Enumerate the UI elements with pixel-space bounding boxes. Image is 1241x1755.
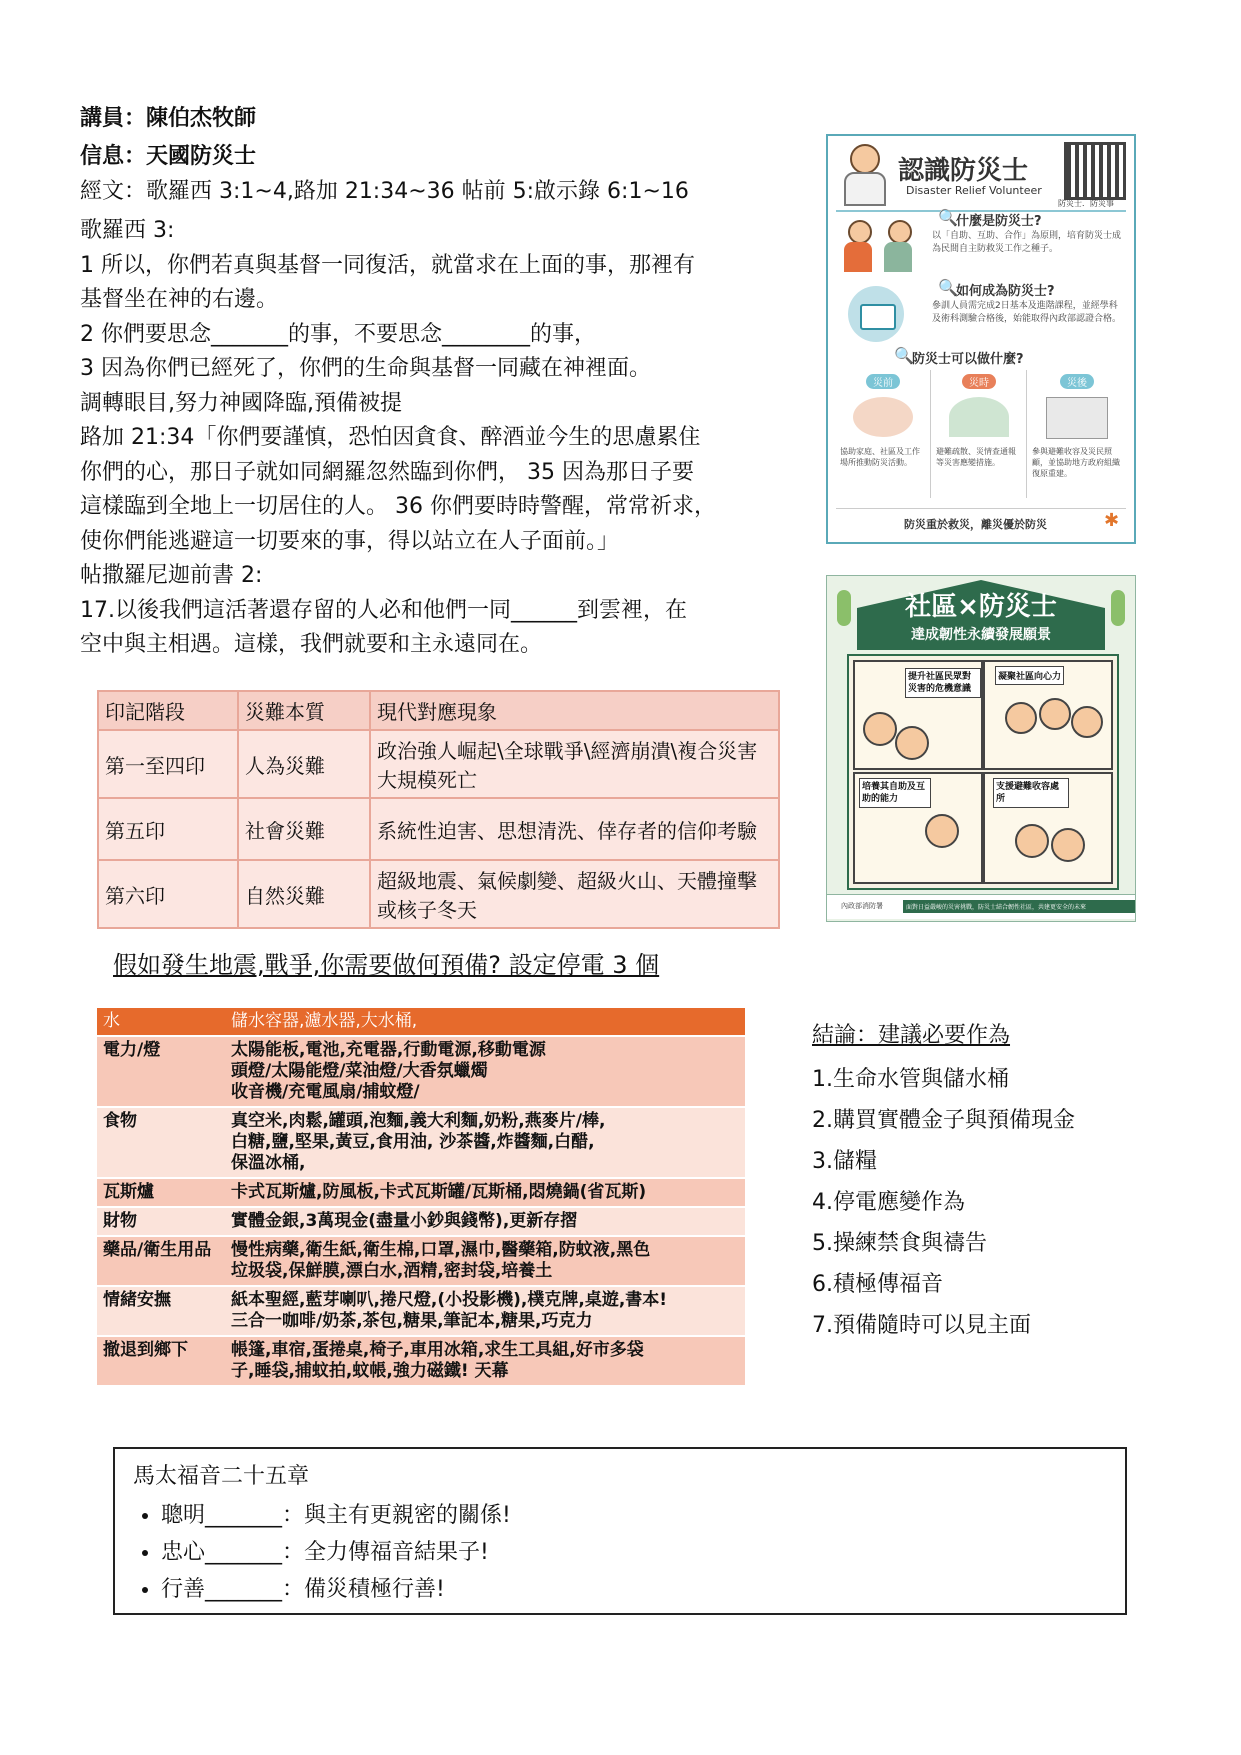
person-illustration — [895, 726, 929, 760]
person-illustration — [1039, 698, 1071, 730]
prep-item-line: 帳篷,車宿,蛋捲桌,椅子,車用冰箱,求生工具組,好市多袋 — [231, 1340, 644, 1360]
matthew-box — [113, 1447, 1127, 1615]
prep-category: 撤退到鄉下 — [97, 1336, 225, 1386]
prep-item-line: 白糖,鹽,堅果,黃豆,食用油, 沙茶醬,炸醬麵,白醋, — [231, 1132, 595, 1152]
body-line: 空中與主相遇。這樣，我們就要和主永遠同在。 — [80, 632, 543, 657]
seal-header-stage: 印記階段 — [98, 691, 238, 730]
panel — [853, 772, 983, 884]
prep-item-line: 三合一咖啡/奶茶,茶包,糖果,筆記本,糖果,巧克力 — [231, 1311, 593, 1331]
body-line: 1 所以，你們若真與基督一同復活，就當求在上面的事，那裡有 — [80, 252, 695, 278]
poster1-footer: 防災重於救災，離災優於防災 — [904, 518, 1047, 531]
conclusion — [812, 1018, 1075, 1346]
prep-item-line: 卡式瓦斯爐,防風板,卡式瓦斯罐/瓦斯桶,悶燒鍋(省瓦斯) — [231, 1182, 647, 1202]
person-illustration — [863, 712, 897, 746]
body-line: 17.以後我們這活著還存留的人必和他們一同______到雲裡，在 — [80, 597, 687, 623]
prep-row — [97, 1286, 745, 1336]
star-logo-icon: ✱ — [1104, 510, 1120, 531]
scripture-line: 經文：歌羅西 3:1~4,路加 21:34~36 帖前 5:啟示錄 6:1~16 — [80, 179, 689, 204]
prep-item-line: 垃圾袋,保鮮膜,漂白水,酒精,密封袋,培養土 — [231, 1261, 553, 1281]
conclusion-item: 6.積極傳福音 — [812, 1272, 943, 1297]
seal-table-header — [98, 691, 779, 730]
prep-row — [97, 1236, 745, 1286]
poster2-footer-right: 面對日益嚴峻的災害挑戰，防災士結合韌性社區，共建更安全的未來 — [903, 900, 1135, 913]
prep-item-line: 紙本聖經,藍芽喇叭,捲尺燈,(小投影機),樸克牌,桌遊,書本! — [231, 1290, 668, 1310]
matthew-list — [133, 1497, 511, 1608]
panel-caption: 培養其自助及互助的能力 — [859, 778, 931, 808]
body-line: 這樣臨到全地上一切居住的人。 36 你們要時時警醒，常常祈求， — [80, 494, 716, 519]
prep-item-line: 頭燈/太陽能燈/菜油燈/大香氛蠟燭 — [231, 1061, 488, 1081]
phase-column — [836, 370, 931, 498]
seal-row — [98, 798, 779, 860]
seal-cell: 系統性迫害、思想清洗、倖存者的信仰考驗 — [370, 798, 779, 860]
person-illustration — [1005, 702, 1037, 734]
volunteers-illustration — [842, 218, 922, 278]
poster1-q1: 什麼是防災士? — [956, 214, 1042, 229]
id-card-icon — [848, 286, 904, 342]
prep-item-line: 儲水容器,濾水器,大水桶, — [231, 1011, 418, 1031]
prep-category: 食物 — [97, 1107, 225, 1178]
seal-cell: 社會災難 — [238, 798, 370, 860]
body-line: 帖撒羅尼迦前書 2: — [80, 563, 263, 588]
conclusion-list — [812, 1059, 1075, 1346]
seal-cell: 自然災難 — [238, 860, 370, 928]
prep-item-line: 慢性病藥,衛生紙,衛生棉,口罩,濕巾,醫藥箱,防蚊液,黑色 — [231, 1240, 651, 1260]
conclusion-item: 3.儲糧 — [812, 1149, 877, 1174]
poster2-subtitle: 達成韌性永續發展願景 — [911, 627, 1051, 643]
conclusion-item: 5.操練禁食與禱告 — [812, 1231, 987, 1256]
seal-cell: 超級地震、氣候劇變、超級火山、天體撞擊或核子冬天 — [370, 860, 779, 928]
phase-label: 災後 — [1060, 374, 1094, 389]
poster1-a1: 以「自助、互助、合作」為原則，培育防災士成為民間自主防救災工作之種子。 — [932, 231, 1122, 254]
body-line: 基督坐在神的右邊。 — [80, 287, 279, 312]
qr-code — [1064, 142, 1126, 200]
panel-caption: 提升社區民眾對災害的危機意識 — [905, 668, 981, 698]
poster2-footer — [827, 894, 1135, 919]
phase-desc: 避難疏散、災情查通報等災害應變措施。 — [936, 447, 1016, 467]
speaker-line: 講員：陳伯杰牧師 — [80, 106, 257, 131]
message-line: 信息：天國防災士 — [80, 144, 257, 169]
prep-items — [225, 1336, 745, 1386]
prep-row — [97, 1178, 745, 1207]
prep-item-line: 真空米,肉鬆,罐頭,泡麵,義大利麵,奶粉,燕麥片/棒, — [231, 1111, 606, 1131]
poster2-footer-left: 內政部消防署 — [841, 902, 883, 910]
conclusion-item: 1.生命水管與儲水桶 — [812, 1067, 1009, 1092]
prep-table — [97, 1008, 745, 1387]
body-line: 調轉眼目,努力神國降臨,預備被提 — [80, 390, 402, 416]
poster1-a2: 參訓人員需完成2日基本及進階課程，並經學科及術科測驗合格後，始能取得內政部認證合格。 — [932, 301, 1122, 324]
prep-items — [225, 1107, 745, 1178]
person-illustration — [925, 814, 959, 848]
phase-desc: 參與避難收容及災民照顧，並協助地方政府組織復原重建。 — [1032, 447, 1120, 478]
body-line: 3 因為你們已經死了，你們的生命與基督一同藏在神裡面。 — [80, 356, 651, 381]
phase-illustration — [853, 397, 913, 437]
prep-items — [225, 1008, 745, 1036]
prep-category: 瓦斯爐 — [97, 1178, 225, 1207]
matthew-item: • 聰明_______：與主有更親密的關係! — [161, 1497, 511, 1534]
search-icon: 🔍 — [938, 208, 958, 227]
body-line: 歌羅西 3: — [80, 218, 175, 243]
prep-items — [225, 1178, 745, 1207]
body-line: 2 你們要思念_______的事，不要思念________的事， — [80, 321, 596, 347]
person-illustration — [1051, 828, 1085, 862]
prep-row — [97, 1207, 745, 1236]
seal-header-modern: 現代對應現象 — [370, 691, 779, 730]
prep-category: 電力/燈 — [97, 1036, 225, 1107]
prep-row — [97, 1008, 745, 1036]
conclusion-item: 4.停電應變作為 — [812, 1190, 965, 1215]
poster1-q2: 如何成為防災士? — [956, 284, 1055, 299]
seal-row — [98, 730, 779, 798]
poster-know-volunteer — [826, 134, 1136, 544]
panel — [983, 660, 1113, 770]
phase-label: 災前 — [866, 374, 900, 389]
prep-items — [225, 1236, 745, 1286]
poster1-title: 認識防災士 — [898, 156, 1029, 186]
person-illustration — [1015, 824, 1049, 858]
matthew-item: • 忠心_______：全力傳福音結果子! — [161, 1534, 511, 1571]
conclusion-title: 結論：建議必要作為 — [812, 1023, 1011, 1048]
prep-item-line: 實體金銀,3萬現金(盡量小鈔與錢幣),更新存摺 — [231, 1211, 578, 1231]
phase-illustration — [949, 397, 1009, 437]
conclusion-item: 2.購買實體金子與預備現金 — [812, 1108, 1075, 1133]
phase-illustration — [1046, 397, 1108, 439]
prep-row — [97, 1036, 745, 1107]
prep-item-line: 收音機/充電風扇/捕蚊燈/ — [231, 1082, 420, 1102]
seal-cell: 第六印 — [98, 860, 238, 928]
seal-row — [98, 860, 779, 928]
phase-desc: 協助家庭、社區及工作場所推動防災活動。 — [840, 447, 920, 467]
conclusion-item: 7.預備隨時可以見主面 — [812, 1313, 1031, 1338]
seal-cell: 人為災難 — [238, 730, 370, 798]
prep-category: 財物 — [97, 1207, 225, 1236]
search-icon: 🔍 — [894, 346, 914, 365]
prep-category: 水 — [97, 1008, 225, 1036]
prep-items — [225, 1036, 745, 1107]
prep-category: 情緒安撫 — [97, 1286, 225, 1336]
poster1-tag: 防災士．防災事 — [1058, 199, 1114, 208]
body-line: 你們的心，那日子就如同網羅忽然臨到你們， 35 因為那日子要 — [80, 459, 694, 485]
phase-label: 災時 — [962, 374, 996, 389]
matthew-title: 馬太福音二十五章 — [133, 1464, 310, 1489]
prep-row — [97, 1336, 745, 1386]
prep-items — [225, 1286, 745, 1336]
poster-community-volunteer — [826, 575, 1136, 922]
search-icon: 🔍 — [938, 278, 958, 297]
matthew-item: • 行善_______：備災積極行善! — [161, 1571, 511, 1608]
panel — [983, 772, 1113, 884]
prep-items — [225, 1207, 745, 1236]
poster2-title: 社區×防災士 — [905, 592, 1057, 622]
body-line: 路加 21:34「你們要謹慎，恐怕因貪食、醉酒並今生的思慮累住 — [80, 425, 701, 450]
prep-category: 藥品/衛生用品 — [97, 1236, 225, 1286]
prep-row — [97, 1107, 745, 1178]
body-line: 使你們能逃避這一切要來的事，得以站立在人子面前。」 — [80, 528, 620, 554]
panel-caption: 支援避難收容處所 — [993, 778, 1069, 808]
prep-item-line: 子,睡袋,捕蚊拍,蚊帳,強力磁鐵! 天幕 — [231, 1361, 509, 1381]
seal-cell: 第五印 — [98, 798, 238, 860]
poster1-subtitle: Disaster Relief Volunteer — [906, 184, 1042, 197]
panel-caption: 凝聚社區向心力 — [995, 666, 1064, 685]
phase-column — [1028, 370, 1126, 498]
seal-header-nature: 災難本質 — [238, 691, 370, 730]
prep-item-line: 太陽能板,電池,充電器,行動電源,移動電源 — [231, 1040, 546, 1060]
seal-cell: 第一至四印 — [98, 730, 238, 798]
phase-column — [932, 370, 1027, 498]
prep-title: 假如發生地震,戰爭,你需要做何預備? 設定停電 3 個 — [113, 951, 660, 979]
poster1-q3: 防災士可以做什麼? — [912, 352, 1024, 367]
teacher-illustration — [840, 144, 886, 204]
prep-item-line: 保溫冰桶, — [231, 1153, 306, 1173]
seal-cell: 政治強人崛起\全球戰爭\經濟崩潰\複合災害大規模死亡 — [370, 730, 779, 798]
person-illustration — [1071, 706, 1103, 738]
seal-table — [97, 690, 780, 929]
panel — [853, 660, 983, 770]
